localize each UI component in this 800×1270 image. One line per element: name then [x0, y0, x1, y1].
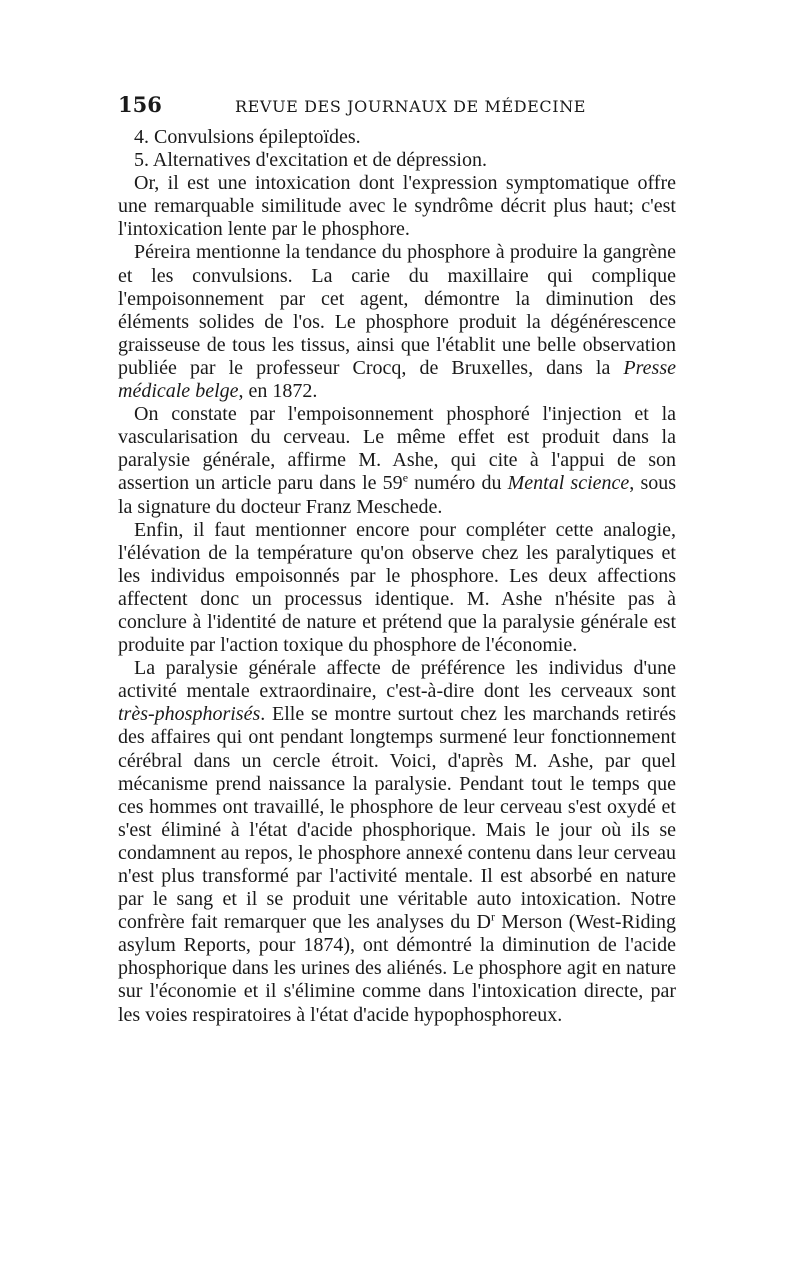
- text-segment: La paralysie générale affecte de préférence les individus d'une activité mentale extraordinaire, c'est-à-dire dont les cerveaux sont: [118, 657, 676, 703]
- superscript: e: [402, 470, 409, 485]
- page-number: 156: [118, 92, 162, 117]
- text-segment: Péreira mentionne la tendance du phosphore à produire la gangrène et les convulsions. La carie du maxillaire qui complique l'empoisonnement par cet agent, démontre la diminution des éléments solides de l'os. Le phosphore produit la dégénérescence graisseuse de tous les tissus, ainsi que l'établit une belle observation publiée par le professeur Crocq, de Bruxelles, dans la: [118, 241, 676, 379]
- paragraph-analogie: Enfin, il faut mentionner encore pour compléter cette analogie, l'élévation de la température qu'on observe chez les paralytiques et les individus empoisonnés par le phosphore. Les deux affections affectent donc un processus identique. M. Ashe n'hésite pas à conclure à l'identité de nature et prétend que la paralysie générale est produite par l'action toxique du phosphore de l'économie.: [118, 518, 676, 657]
- journal-title-presse: Presse médicale belge: [118, 356, 676, 403]
- text-segment: , en 1872.: [238, 380, 318, 403]
- document-page: [118, 92, 676, 1027]
- text-segment: . Elle se montre surtout chez les marchands retirés des affaires qui ont pendant longtemps surmené leur fonctionnement cérébral dans un cercle étroit. Voici, d'après M. Ashe, par quel mécanisme prend naissance la paralysie. Pendant tout le temps que ces hommes ont travaillé, le phosphore de leur cerveau s'est oxydé et s'est éliminé à l'état d'acide phosphorique. Mais le jour où ils se condamnent au repos, le phosphore annexé contenu dans leur cerveau n'est plus transformé par l'activité mentale. Il est absorbé en nature par le sang et il se produit une véritable auto intoxication. Notre confrère fait remarquer que les analyses du D: [118, 703, 676, 934]
- page-header: [118, 92, 676, 126]
- text-segment: , sous la signature du docteur Franz Meschede.: [118, 472, 677, 518]
- running-title: REVUE DES JOURNAUX DE MÉDECINE: [235, 97, 587, 116]
- paragraph-intoxication: Or, il est une intoxication dont l'expression symptomatique offre une remarquable similitude avec le syndrôme décrit plus haut; c'est l'intoxication lente par le phosphore.: [118, 172, 676, 241]
- body-text: [118, 126, 676, 1027]
- paragraph-pereira: [118, 241, 676, 403]
- emphasis-phosphorises: très-phosphorisés: [118, 703, 261, 726]
- text-segment: Merson (West-Riding asylum Reports, pour 1874), ont démontré la diminution de l'acide phosphorique dans les urines des aliénés. Le phosphore agit en nature sur l'économie et il s'élimine comme dans l'intoxication directe, par les voies respiratoires à l'état d'acide hypophosphoreux.: [118, 911, 676, 1026]
- paragraph-paralysie: [118, 657, 676, 1027]
- list-item: 4. Convulsions épileptoïdes.: [134, 126, 361, 148]
- journal-title-mental-science: Mental science: [507, 472, 630, 495]
- superscript: r: [490, 909, 495, 924]
- list-item: 5. Alternatives d'excitation et de dépression.: [134, 149, 487, 172]
- paragraph-vascularisation: [118, 403, 676, 518]
- text-segment: numéro du: [408, 472, 508, 495]
- text-segment: On constate par l'empoisonnement phosphoré l'injection et la vascularisation du cerveau. Le même effet est produit dans la paralysie générale, affirme M. Ashe, qui cite à l'appui de son assertion un article paru dans le 59: [118, 403, 676, 495]
